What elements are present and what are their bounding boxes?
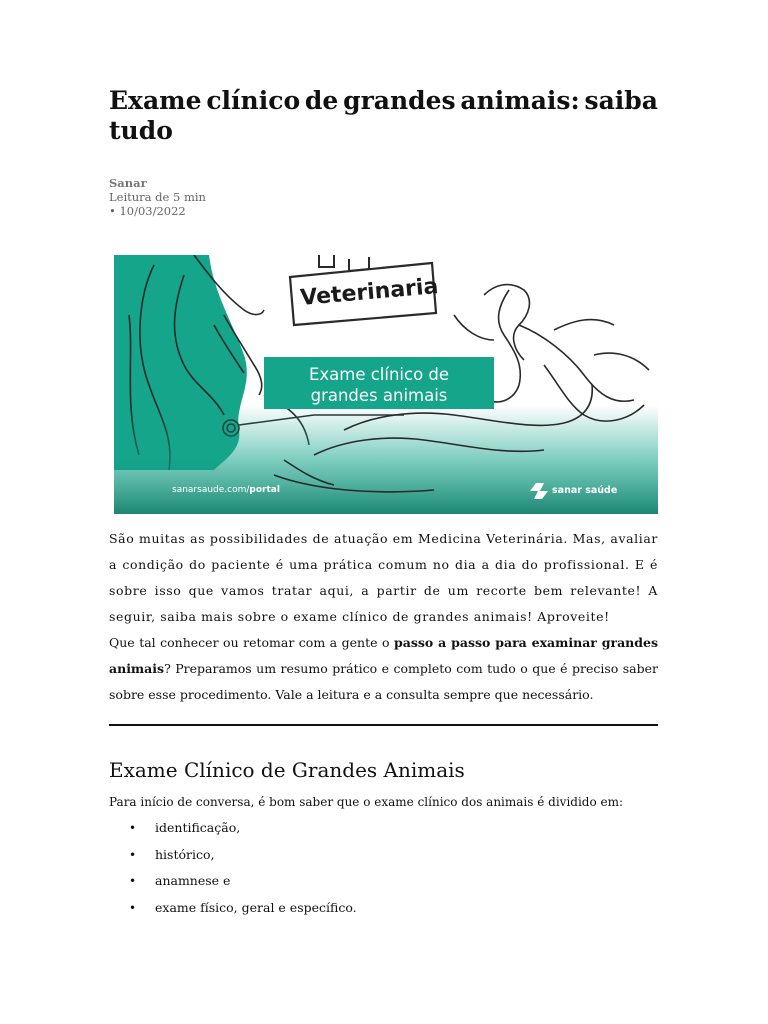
bullet-icon: • xyxy=(129,821,137,835)
title-word: animais: xyxy=(460,86,580,115)
brand-name: sanar saúde xyxy=(552,485,618,496)
hero-image xyxy=(114,255,658,514)
list-item-text: anamnese e xyxy=(155,873,231,888)
title-word: Exame xyxy=(109,86,202,115)
cta-bold-text: passo a passo para examinar grandes animais xyxy=(109,635,658,676)
section-intro: Para início de conversa, é bom saber que o exame clínico dos animais é dividido em: xyxy=(109,795,624,809)
title-word: clínico xyxy=(206,86,301,115)
author-link[interactable]: Sanar xyxy=(109,176,147,190)
section-heading: Exame Clínico de Grandes Animais xyxy=(109,758,465,782)
section-divider xyxy=(109,724,658,726)
intro-paragraph: São muitas as possibilidades de atuação em Medicina Veterinária. Mas, avaliar a condição do paciente é uma prática comum no dia a dia do profissional. E é sobre isso que vamos tratar aqui, a partir de um recorte bem relevante! A seguir, saiba mais sobre o exame clínico de grandes animais! Aproveite! xyxy=(109,531,658,624)
publish-date: • 10/03/2022 xyxy=(109,204,186,218)
bullet-icon: • xyxy=(129,874,137,888)
cta-text: Que tal conhecer ou retomar com a gente o xyxy=(109,635,395,650)
title-word: de xyxy=(304,86,339,115)
list-item xyxy=(109,868,357,895)
page-title xyxy=(109,86,658,146)
title-word: grandes xyxy=(343,86,456,115)
hero-title-line1: Exame clínico de xyxy=(308,365,450,384)
title-line-1 xyxy=(109,86,658,116)
title-word: saiba xyxy=(584,86,658,115)
list-item xyxy=(109,895,357,922)
list-item-text: identificação, xyxy=(155,820,241,835)
list-item-text: exame físico, geral e específico. xyxy=(155,899,357,915)
hero-title-line2: grandes animais xyxy=(310,386,448,405)
cta-paragraph xyxy=(109,630,658,708)
exam-steps-list xyxy=(109,815,357,921)
bullet-icon: • xyxy=(129,900,137,915)
list-item xyxy=(109,815,357,842)
article-meta xyxy=(109,176,206,218)
cta-text-end: ? Preparamos um resumo prático e completo com tudo o que é preciso saber sobre esse procedimento. Vale a leitura e a consulta sempre que necessário. xyxy=(109,661,658,702)
hero-url: sanarsaude.com/portal xyxy=(172,485,280,495)
list-item-text: histórico, xyxy=(155,846,215,862)
list-item xyxy=(109,842,357,869)
sign-text: Veterinaria xyxy=(299,274,440,311)
title-line-2: tudo xyxy=(109,116,173,145)
bullet-icon: • xyxy=(129,847,137,862)
read-time: Leitura de 5 min xyxy=(109,190,206,204)
